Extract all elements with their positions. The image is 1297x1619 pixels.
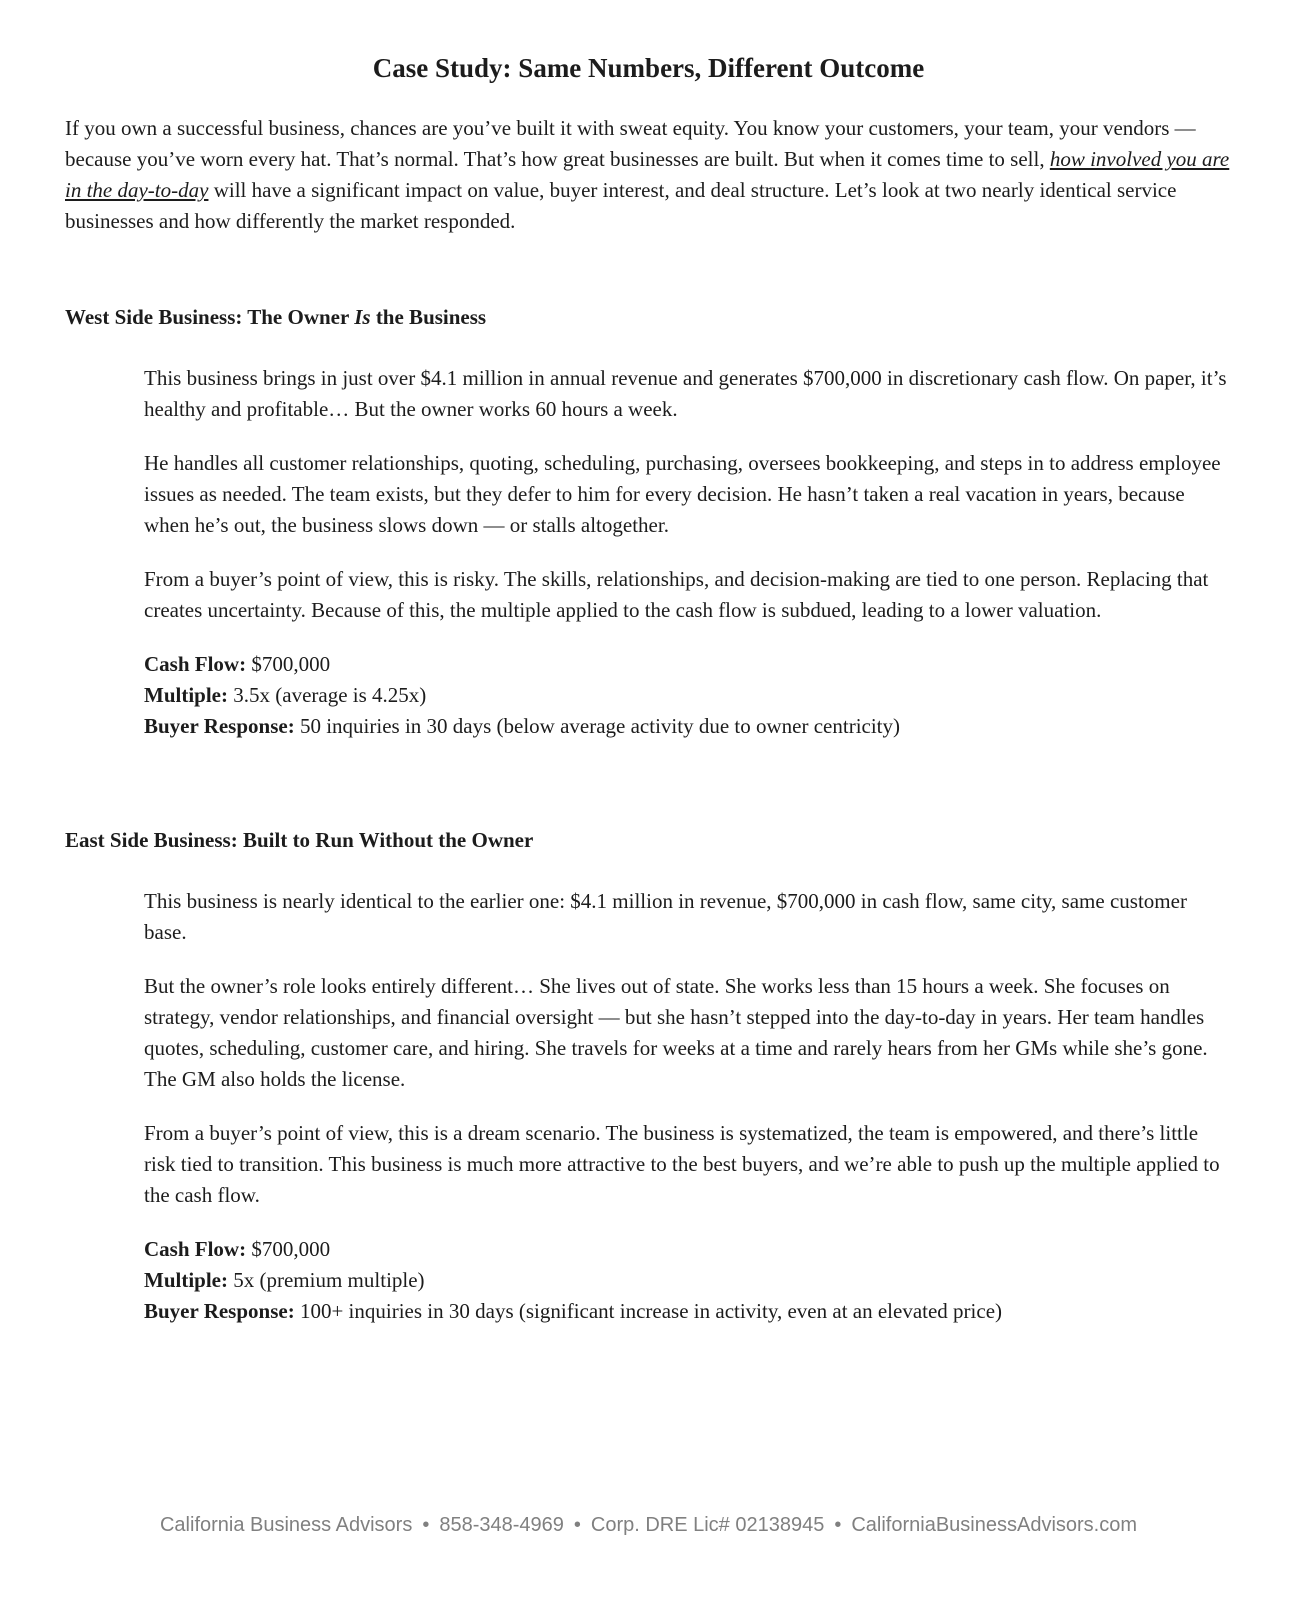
intro-emphasis-phrase: how involved you are in the day-to-day bbox=[65, 147, 1230, 202]
stat-value: 100+ inquiries in 30 days (significant increase in activity, even at an elevated price) bbox=[294, 1299, 1003, 1323]
east-stat-multiple bbox=[144, 1265, 1232, 1296]
intro-text-before: If you own a successful business, chances are you’ve built it with sweat equity. You know your customers, your team, your vendors — because you’ve worn every hat. That’s normal. That’s how great businesses are built. But when it comes time to sell, bbox=[65, 116, 1196, 171]
east-section-heading: East Side Business: Built to Run Without the Owner bbox=[65, 828, 534, 852]
west-section-heading bbox=[65, 302, 1232, 333]
stat-value: 5x (premium multiple) bbox=[228, 1268, 425, 1292]
west-stat-buyer-response bbox=[144, 711, 1232, 742]
stat-value: 3.5x (average is 4.25x) bbox=[228, 683, 427, 707]
west-paragraph-3: From a buyer’s point of view, this is risky. The skills, relationships, and decision-making are tied to one person. Replacing that creates uncertainty. Because of this, the multiple applied to the cash flow is subdued, leading to a lower valuation. bbox=[144, 567, 1209, 622]
east-paragraph-1: This business is nearly identical to the earlier one: $4.1 million in revenue, $700,000 in cash flow, same city, same customer base. bbox=[144, 889, 1187, 944]
stat-label: Buyer Response: bbox=[144, 714, 295, 738]
stat-label: Cash Flow: bbox=[144, 652, 247, 676]
east-stats-block bbox=[144, 1234, 1232, 1327]
west-heading-italic-word: Is bbox=[354, 305, 371, 329]
intro-paragraph bbox=[65, 113, 1232, 237]
west-stat-multiple bbox=[144, 680, 1232, 711]
west-section-body bbox=[144, 363, 1232, 742]
east-stat-cash-flow bbox=[144, 1234, 1232, 1265]
west-stat-cash-flow bbox=[144, 649, 1232, 680]
stat-value: $700,000 bbox=[246, 652, 331, 676]
west-paragraph-1: This business brings in just over $4.1 million in annual revenue and generates $700,000 in discretionary cash flow. On paper, it’s healthy and profitable… But the owner works 60 hours a week. bbox=[144, 366, 1227, 421]
west-stats-block bbox=[144, 649, 1232, 742]
west-heading-text-before: West Side Business: The Owner bbox=[65, 305, 355, 329]
page-title: Case Study: Same Numbers, Different Outcome bbox=[372, 53, 925, 83]
west-heading-text-after: the Business bbox=[370, 305, 487, 329]
stat-value: 50 inquiries in 30 days (below average activity due to owner centricity) bbox=[294, 714, 901, 738]
intro-text-after: will have a significant impact on value, buyer interest, and deal structure. Let’s look at two nearly identical service businesses and how differently the market responded. bbox=[65, 178, 1177, 233]
stat-label: Cash Flow: bbox=[144, 1237, 247, 1261]
stat-label: Multiple: bbox=[144, 683, 228, 707]
east-section-body bbox=[144, 886, 1232, 1327]
east-stat-buyer-response bbox=[144, 1296, 1232, 1327]
east-paragraph-3: From a buyer’s point of view, this is a dream scenario. The business is systematized, the team is empowered, and there’s little risk tied to transition. This business is much more attractive to the best buyers, and we’re able to push up the multiple applied to the cash flow. bbox=[144, 1121, 1220, 1207]
stat-value: $700,000 bbox=[246, 1237, 331, 1261]
east-paragraph-2: But the owner’s role looks entirely different… She lives out of state. She works less than 15 hours a week. She focuses on strategy, vendor relationships, and financial oversight — but she hasn’t stepped into the day-to-day in years. Her team handles quotes, scheduling, customer care, and hiring. She travels for weeks at a time and rarely hears from her GMs while she’s gone. The GM also holds the license. bbox=[144, 974, 1208, 1091]
stat-label: Multiple: bbox=[144, 1268, 228, 1292]
footer-line: California Business Advisors • 858-348-4969 • Corp. DRE Lic# 02138945 • CaliforniaBusinessAdvisors.com bbox=[159, 1514, 1138, 1536]
stat-label: Buyer Response: bbox=[144, 1299, 295, 1323]
west-paragraph-2: He handles all customer relationships, quoting, scheduling, purchasing, oversees bookkeeping, and steps in to address employee issues as needed. The team exists, but they defer to him for every decision. He hasn’t taken a real vacation in years, because when he’s out, the business slows down — or stalls altogether. bbox=[144, 451, 1221, 537]
